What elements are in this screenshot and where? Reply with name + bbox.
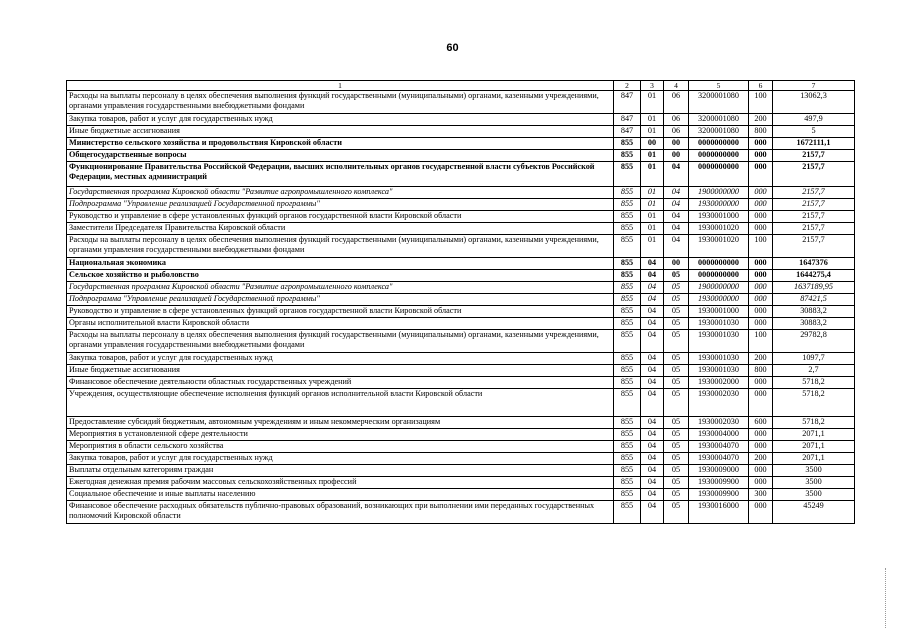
- cell-section-code: 04: [641, 417, 664, 429]
- cell-target-code: 1930001030: [689, 330, 749, 353]
- table-row: [67, 353, 855, 365]
- cell-target-code: 1930001000: [689, 211, 749, 223]
- cell-expense-type: 100: [749, 235, 773, 258]
- cell-name: Подпрограмма "Управление реализацией Государственной программы": [67, 294, 614, 306]
- cell-ministry-code: 855: [614, 365, 641, 377]
- cell-ministry-code: 855: [614, 187, 641, 199]
- cell-amount: 497,9: [773, 114, 855, 126]
- cell-section-code: 04: [641, 330, 664, 353]
- cell-name: Закупка товаров, работ и услуг для государственных нужд: [67, 114, 614, 126]
- cell-ministry-code: 855: [614, 377, 641, 389]
- cell-name: Руководство и управление в сфере установленных функций органов государственной власти Кировской области: [67, 211, 614, 223]
- cell-ministry-code: 855: [614, 318, 641, 330]
- cell-name: Расходы на выплаты персоналу в целях обеспечения выполнения функций государственными (муниципальными) органами, казенными учреждениями, органами управления государственными внебюджетными фондами: [67, 91, 614, 114]
- cell-subsection-code: 05: [664, 429, 689, 441]
- table-row: [67, 501, 855, 524]
- cell-amount: 29782,8: [773, 330, 855, 353]
- cell-target-code: 1930004070: [689, 453, 749, 465]
- cell-amount: 1672111,1: [773, 138, 855, 150]
- cell-section-code: 01: [641, 126, 664, 138]
- cell-subsection-code: 05: [664, 282, 689, 294]
- cell-subsection-code: 00: [664, 258, 689, 270]
- cell-section-code: 00: [641, 138, 664, 150]
- cell-expense-type: 000: [749, 389, 773, 417]
- cell-amount: 30883,2: [773, 318, 855, 330]
- cell-section-code: 04: [641, 258, 664, 270]
- cell-target-code: 1930009900: [689, 477, 749, 489]
- cell-name: Сельское хозяйство и рыболовство: [67, 270, 614, 282]
- cell-ministry-code: 855: [614, 211, 641, 223]
- cell-subsection-code: 05: [664, 501, 689, 524]
- table-row: [67, 91, 855, 114]
- table-row: [67, 365, 855, 377]
- cell-name: Ежегодная денежная премия рабочим массовых сельскохозяйственных профессий: [67, 477, 614, 489]
- cell-ministry-code: 847: [614, 126, 641, 138]
- cell-section-code: 01: [641, 211, 664, 223]
- cell-subsection-code: 04: [664, 223, 689, 235]
- cell-section-code: 01: [641, 199, 664, 211]
- cell-target-code: 1930002030: [689, 417, 749, 429]
- cell-amount: 1647376: [773, 258, 855, 270]
- table-row: [67, 138, 855, 150]
- cell-name: Иные бюджетные ассигнования: [67, 365, 614, 377]
- table-row: [67, 465, 855, 477]
- budget-table: [66, 80, 855, 524]
- cell-name: Государственная программа Кировской области "Развитие агропромышленного комплекса": [67, 282, 614, 294]
- column-header: 7: [773, 81, 855, 91]
- cell-target-code: 1930001030: [689, 353, 749, 365]
- cell-ministry-code: 847: [614, 91, 641, 114]
- cell-target-code: 1930016000: [689, 501, 749, 524]
- cell-ministry-code: 855: [614, 223, 641, 235]
- cell-section-code: 01: [641, 187, 664, 199]
- cell-amount: 13062,3: [773, 91, 855, 114]
- cell-target-code: 1930001030: [689, 365, 749, 377]
- cell-name: Иные бюджетные ассигнования: [67, 126, 614, 138]
- table-row: [67, 429, 855, 441]
- cell-amount: 3500: [773, 465, 855, 477]
- cell-section-code: 01: [641, 223, 664, 235]
- cell-amount: 1644275,4: [773, 270, 855, 282]
- column-header: 1: [67, 81, 614, 91]
- cell-amount: 2071,1: [773, 441, 855, 453]
- cell-subsection-code: 05: [664, 294, 689, 306]
- cell-target-code: 3200001080: [689, 126, 749, 138]
- table-row: [67, 126, 855, 138]
- cell-amount: 2157,7: [773, 223, 855, 235]
- cell-section-code: 04: [641, 501, 664, 524]
- cell-name: Органы исполнительной власти Кировской области: [67, 318, 614, 330]
- cell-ministry-code: 855: [614, 501, 641, 524]
- cell-name: Государственная программа Кировской области "Развитие агропромышленного комплекса": [67, 187, 614, 199]
- cell-amount: 5718,2: [773, 417, 855, 429]
- cell-ministry-code: 855: [614, 235, 641, 258]
- cell-section-code: 04: [641, 318, 664, 330]
- cell-target-code: 1900000000: [689, 187, 749, 199]
- cell-expense-type: 000: [749, 377, 773, 389]
- cell-expense-type: 800: [749, 365, 773, 377]
- table-row: [67, 270, 855, 282]
- cell-section-code: 01: [641, 91, 664, 114]
- cell-section-code: 01: [641, 114, 664, 126]
- cell-name: Функционирование Правительства Российской Федерации, высших исполнительных органов государственной власти субъектов Российской Федерации, местных администраций: [67, 162, 614, 187]
- cell-amount: 2,7: [773, 365, 855, 377]
- cell-section-code: 04: [641, 353, 664, 365]
- cell-target-code: 0000000000: [689, 270, 749, 282]
- cell-name: Закупка товаров, работ и услуг для государственных нужд: [67, 353, 614, 365]
- cell-name: Заместители Председателя Правительства Кировской области: [67, 223, 614, 235]
- cell-name: Предоставление субсидий бюджетным, автономным учреждениям и иным некоммерческим организациям: [67, 417, 614, 429]
- cell-section-code: 04: [641, 453, 664, 465]
- cell-amount: 45249: [773, 501, 855, 524]
- cell-subsection-code: 05: [664, 441, 689, 453]
- cell-section-code: 04: [641, 294, 664, 306]
- cell-target-code: 1930001020: [689, 223, 749, 235]
- cell-target-code: 0000000000: [689, 138, 749, 150]
- cell-expense-type: 000: [749, 138, 773, 150]
- cell-ministry-code: 855: [614, 465, 641, 477]
- table-row: [67, 211, 855, 223]
- cell-subsection-code: 04: [664, 211, 689, 223]
- cell-subsection-code: 04: [664, 235, 689, 258]
- cell-expense-type: 000: [749, 211, 773, 223]
- cell-section-code: 04: [641, 441, 664, 453]
- cell-subsection-code: 06: [664, 91, 689, 114]
- cell-expense-type: 200: [749, 114, 773, 126]
- cell-target-code: 1930009000: [689, 465, 749, 477]
- cell-subsection-code: 05: [664, 270, 689, 282]
- cell-ministry-code: 855: [614, 417, 641, 429]
- cell-expense-type: 000: [749, 318, 773, 330]
- cell-name: Мероприятия в области сельского хозяйства: [67, 441, 614, 453]
- cell-subsection-code: 04: [664, 162, 689, 187]
- cell-amount: 2157,7: [773, 199, 855, 211]
- cell-amount: 5718,2: [773, 389, 855, 417]
- table-row: [67, 114, 855, 126]
- cell-section-code: 04: [641, 282, 664, 294]
- cell-section-code: 04: [641, 306, 664, 318]
- cell-subsection-code: 05: [664, 477, 689, 489]
- table-row: [67, 235, 855, 258]
- cell-target-code: 1930002030: [689, 389, 749, 417]
- cell-ministry-code: 855: [614, 294, 641, 306]
- cell-name: Финансовое обеспечение деятельности областных государственных учреждений: [67, 377, 614, 389]
- cell-target-code: 0000000000: [689, 258, 749, 270]
- cell-amount: 5718,2: [773, 377, 855, 389]
- cell-expense-type: 000: [749, 199, 773, 211]
- cell-amount: 1097,7: [773, 353, 855, 365]
- cell-expense-type: 200: [749, 453, 773, 465]
- cell-subsection-code: 05: [664, 465, 689, 477]
- cell-subsection-code: 05: [664, 377, 689, 389]
- table-row: [67, 377, 855, 389]
- column-header: 4: [664, 81, 689, 91]
- cell-ministry-code: 855: [614, 477, 641, 489]
- table-row: [67, 187, 855, 199]
- cell-subsection-code: 04: [664, 199, 689, 211]
- cell-subsection-code: 05: [664, 306, 689, 318]
- cell-name: Учреждения, осуществляющие обеспечение исполнения функций органов исполнительной власти Кировской области: [67, 389, 614, 417]
- cell-section-code: 04: [641, 365, 664, 377]
- cell-ministry-code: 855: [614, 353, 641, 365]
- table-row: [67, 453, 855, 465]
- table-row: [67, 489, 855, 501]
- cell-amount: 2071,1: [773, 429, 855, 441]
- cell-ministry-code: 855: [614, 441, 641, 453]
- cell-target-code: 1930004070: [689, 441, 749, 453]
- cell-name: Национальная экономика: [67, 258, 614, 270]
- cell-expense-type: 000: [749, 294, 773, 306]
- cell-expense-type: 600: [749, 417, 773, 429]
- column-header: 6: [749, 81, 773, 91]
- cell-section-code: 04: [641, 270, 664, 282]
- cell-subsection-code: 04: [664, 187, 689, 199]
- cell-amount: 87421,5: [773, 294, 855, 306]
- cell-section-code: 04: [641, 477, 664, 489]
- cell-name: Общегосударственные вопросы: [67, 150, 614, 162]
- cell-section-code: 04: [641, 465, 664, 477]
- cell-section-code: 01: [641, 235, 664, 258]
- cell-name: Руководство и управление в сфере установленных функций органов государственной власти Кировской области: [67, 306, 614, 318]
- cell-subsection-code: 05: [664, 417, 689, 429]
- cell-expense-type: 800: [749, 126, 773, 138]
- cell-amount: 2157,7: [773, 187, 855, 199]
- cell-target-code: 1930001000: [689, 306, 749, 318]
- column-header: 2: [614, 81, 641, 91]
- cell-section-code: 04: [641, 377, 664, 389]
- table-row: [67, 294, 855, 306]
- table-row: [67, 389, 855, 417]
- table-row: [67, 477, 855, 489]
- cell-target-code: 1930002000: [689, 377, 749, 389]
- cell-name: Социальное обеспечение и иные выплаты населению: [67, 489, 614, 501]
- cell-subsection-code: 05: [664, 330, 689, 353]
- cell-target-code: 0000000000: [689, 150, 749, 162]
- cell-expense-type: 000: [749, 282, 773, 294]
- cell-target-code: 1930009900: [689, 489, 749, 501]
- table-row: [67, 282, 855, 294]
- cell-subsection-code: 00: [664, 150, 689, 162]
- cell-target-code: 1900000000: [689, 282, 749, 294]
- cell-target-code: 3200001080: [689, 114, 749, 126]
- cell-amount: 2157,7: [773, 162, 855, 187]
- cell-amount: 2157,7: [773, 150, 855, 162]
- table-row: [67, 306, 855, 318]
- cell-expense-type: 000: [749, 306, 773, 318]
- cell-ministry-code: 855: [614, 429, 641, 441]
- cell-target-code: 1930000000: [689, 294, 749, 306]
- cell-expense-type: 000: [749, 258, 773, 270]
- cell-name: Расходы на выплаты персоналу в целях обеспечения выполнения функций государственными (муниципальными) органами, казенными учреждениями, органами управления государственными внебюджетными фондами: [67, 235, 614, 258]
- cell-name: Финансовое обеспечение расходных обязательств публично-правовых образований, возникающих при выполнении ими переданных государственных полномочий Кировской области: [67, 501, 614, 524]
- cell-expense-type: 000: [749, 501, 773, 524]
- cell-ministry-code: 855: [614, 489, 641, 501]
- cell-section-code: 04: [641, 389, 664, 417]
- cell-subsection-code: 06: [664, 114, 689, 126]
- table-row: [67, 417, 855, 429]
- cell-amount: 5: [773, 126, 855, 138]
- cell-ministry-code: 855: [614, 258, 641, 270]
- cell-ministry-code: 855: [614, 453, 641, 465]
- page-edge-mark: [885, 568, 887, 628]
- table-row: [67, 162, 855, 187]
- cell-subsection-code: 05: [664, 389, 689, 417]
- column-header: 5: [689, 81, 749, 91]
- table-row: [67, 330, 855, 353]
- cell-expense-type: 000: [749, 150, 773, 162]
- cell-amount: 2071,1: [773, 453, 855, 465]
- table-row: [67, 150, 855, 162]
- cell-expense-type: 000: [749, 465, 773, 477]
- cell-ministry-code: 855: [614, 162, 641, 187]
- cell-subsection-code: 05: [664, 365, 689, 377]
- cell-target-code: 1930001030: [689, 318, 749, 330]
- cell-target-code: 0000000000: [689, 162, 749, 187]
- cell-subsection-code: 05: [664, 353, 689, 365]
- cell-name: Подпрограмма "Управление реализацией Государственной программы": [67, 199, 614, 211]
- cell-amount: 30883,2: [773, 306, 855, 318]
- cell-amount: 2157,7: [773, 211, 855, 223]
- table-row: [67, 258, 855, 270]
- page-number: 60: [446, 42, 459, 54]
- cell-name: Закупка товаров, работ и услуг для государственных нужд: [67, 453, 614, 465]
- cell-expense-type: 000: [749, 477, 773, 489]
- column-number-row: [67, 81, 855, 91]
- cell-amount: 1637189,95: [773, 282, 855, 294]
- cell-expense-type: 100: [749, 91, 773, 114]
- cell-ministry-code: 855: [614, 389, 641, 417]
- cell-amount: 3500: [773, 489, 855, 501]
- cell-expense-type: 000: [749, 187, 773, 199]
- cell-section-code: 01: [641, 162, 664, 187]
- table-row: [67, 318, 855, 330]
- cell-name: Выплаты отдельным категориям граждан: [67, 465, 614, 477]
- cell-ministry-code: 855: [614, 282, 641, 294]
- cell-expense-type: 300: [749, 489, 773, 501]
- table-row: [67, 441, 855, 453]
- cell-name: Расходы на выплаты персоналу в целях обеспечения выполнения функций государственными (муниципальными) органами, казенными учреждениями, органами управления государственными внебюджетными фондами: [67, 330, 614, 353]
- cell-ministry-code: 855: [614, 306, 641, 318]
- cell-expense-type: 000: [749, 162, 773, 187]
- cell-expense-type: 100: [749, 330, 773, 353]
- table-body: [67, 91, 855, 524]
- cell-subsection-code: 05: [664, 318, 689, 330]
- cell-subsection-code: 05: [664, 453, 689, 465]
- cell-section-code: 01: [641, 150, 664, 162]
- cell-expense-type: 000: [749, 429, 773, 441]
- table-row: [67, 199, 855, 211]
- cell-subsection-code: 05: [664, 489, 689, 501]
- cell-section-code: 04: [641, 429, 664, 441]
- cell-name: Мероприятия в установленной сфере деятельности: [67, 429, 614, 441]
- cell-target-code: 1930004000: [689, 429, 749, 441]
- cell-ministry-code: 855: [614, 270, 641, 282]
- cell-ministry-code: 855: [614, 138, 641, 150]
- cell-ministry-code: 855: [614, 150, 641, 162]
- column-header: 3: [641, 81, 664, 91]
- cell-expense-type: 000: [749, 441, 773, 453]
- cell-expense-type: 000: [749, 270, 773, 282]
- cell-name: Министерство сельского хозяйства и продовольствия Кировской области: [67, 138, 614, 150]
- cell-ministry-code: 855: [614, 330, 641, 353]
- cell-expense-type: 200: [749, 353, 773, 365]
- cell-ministry-code: 847: [614, 114, 641, 126]
- cell-subsection-code: 00: [664, 138, 689, 150]
- cell-amount: 2157,7: [773, 235, 855, 258]
- cell-target-code: 1930001020: [689, 235, 749, 258]
- cell-target-code: 3200001080: [689, 91, 749, 114]
- cell-ministry-code: 855: [614, 199, 641, 211]
- cell-amount: 3500: [773, 477, 855, 489]
- cell-section-code: 04: [641, 489, 664, 501]
- table-row: [67, 223, 855, 235]
- cell-target-code: 1930000000: [689, 199, 749, 211]
- cell-subsection-code: 06: [664, 126, 689, 138]
- cell-expense-type: 000: [749, 223, 773, 235]
